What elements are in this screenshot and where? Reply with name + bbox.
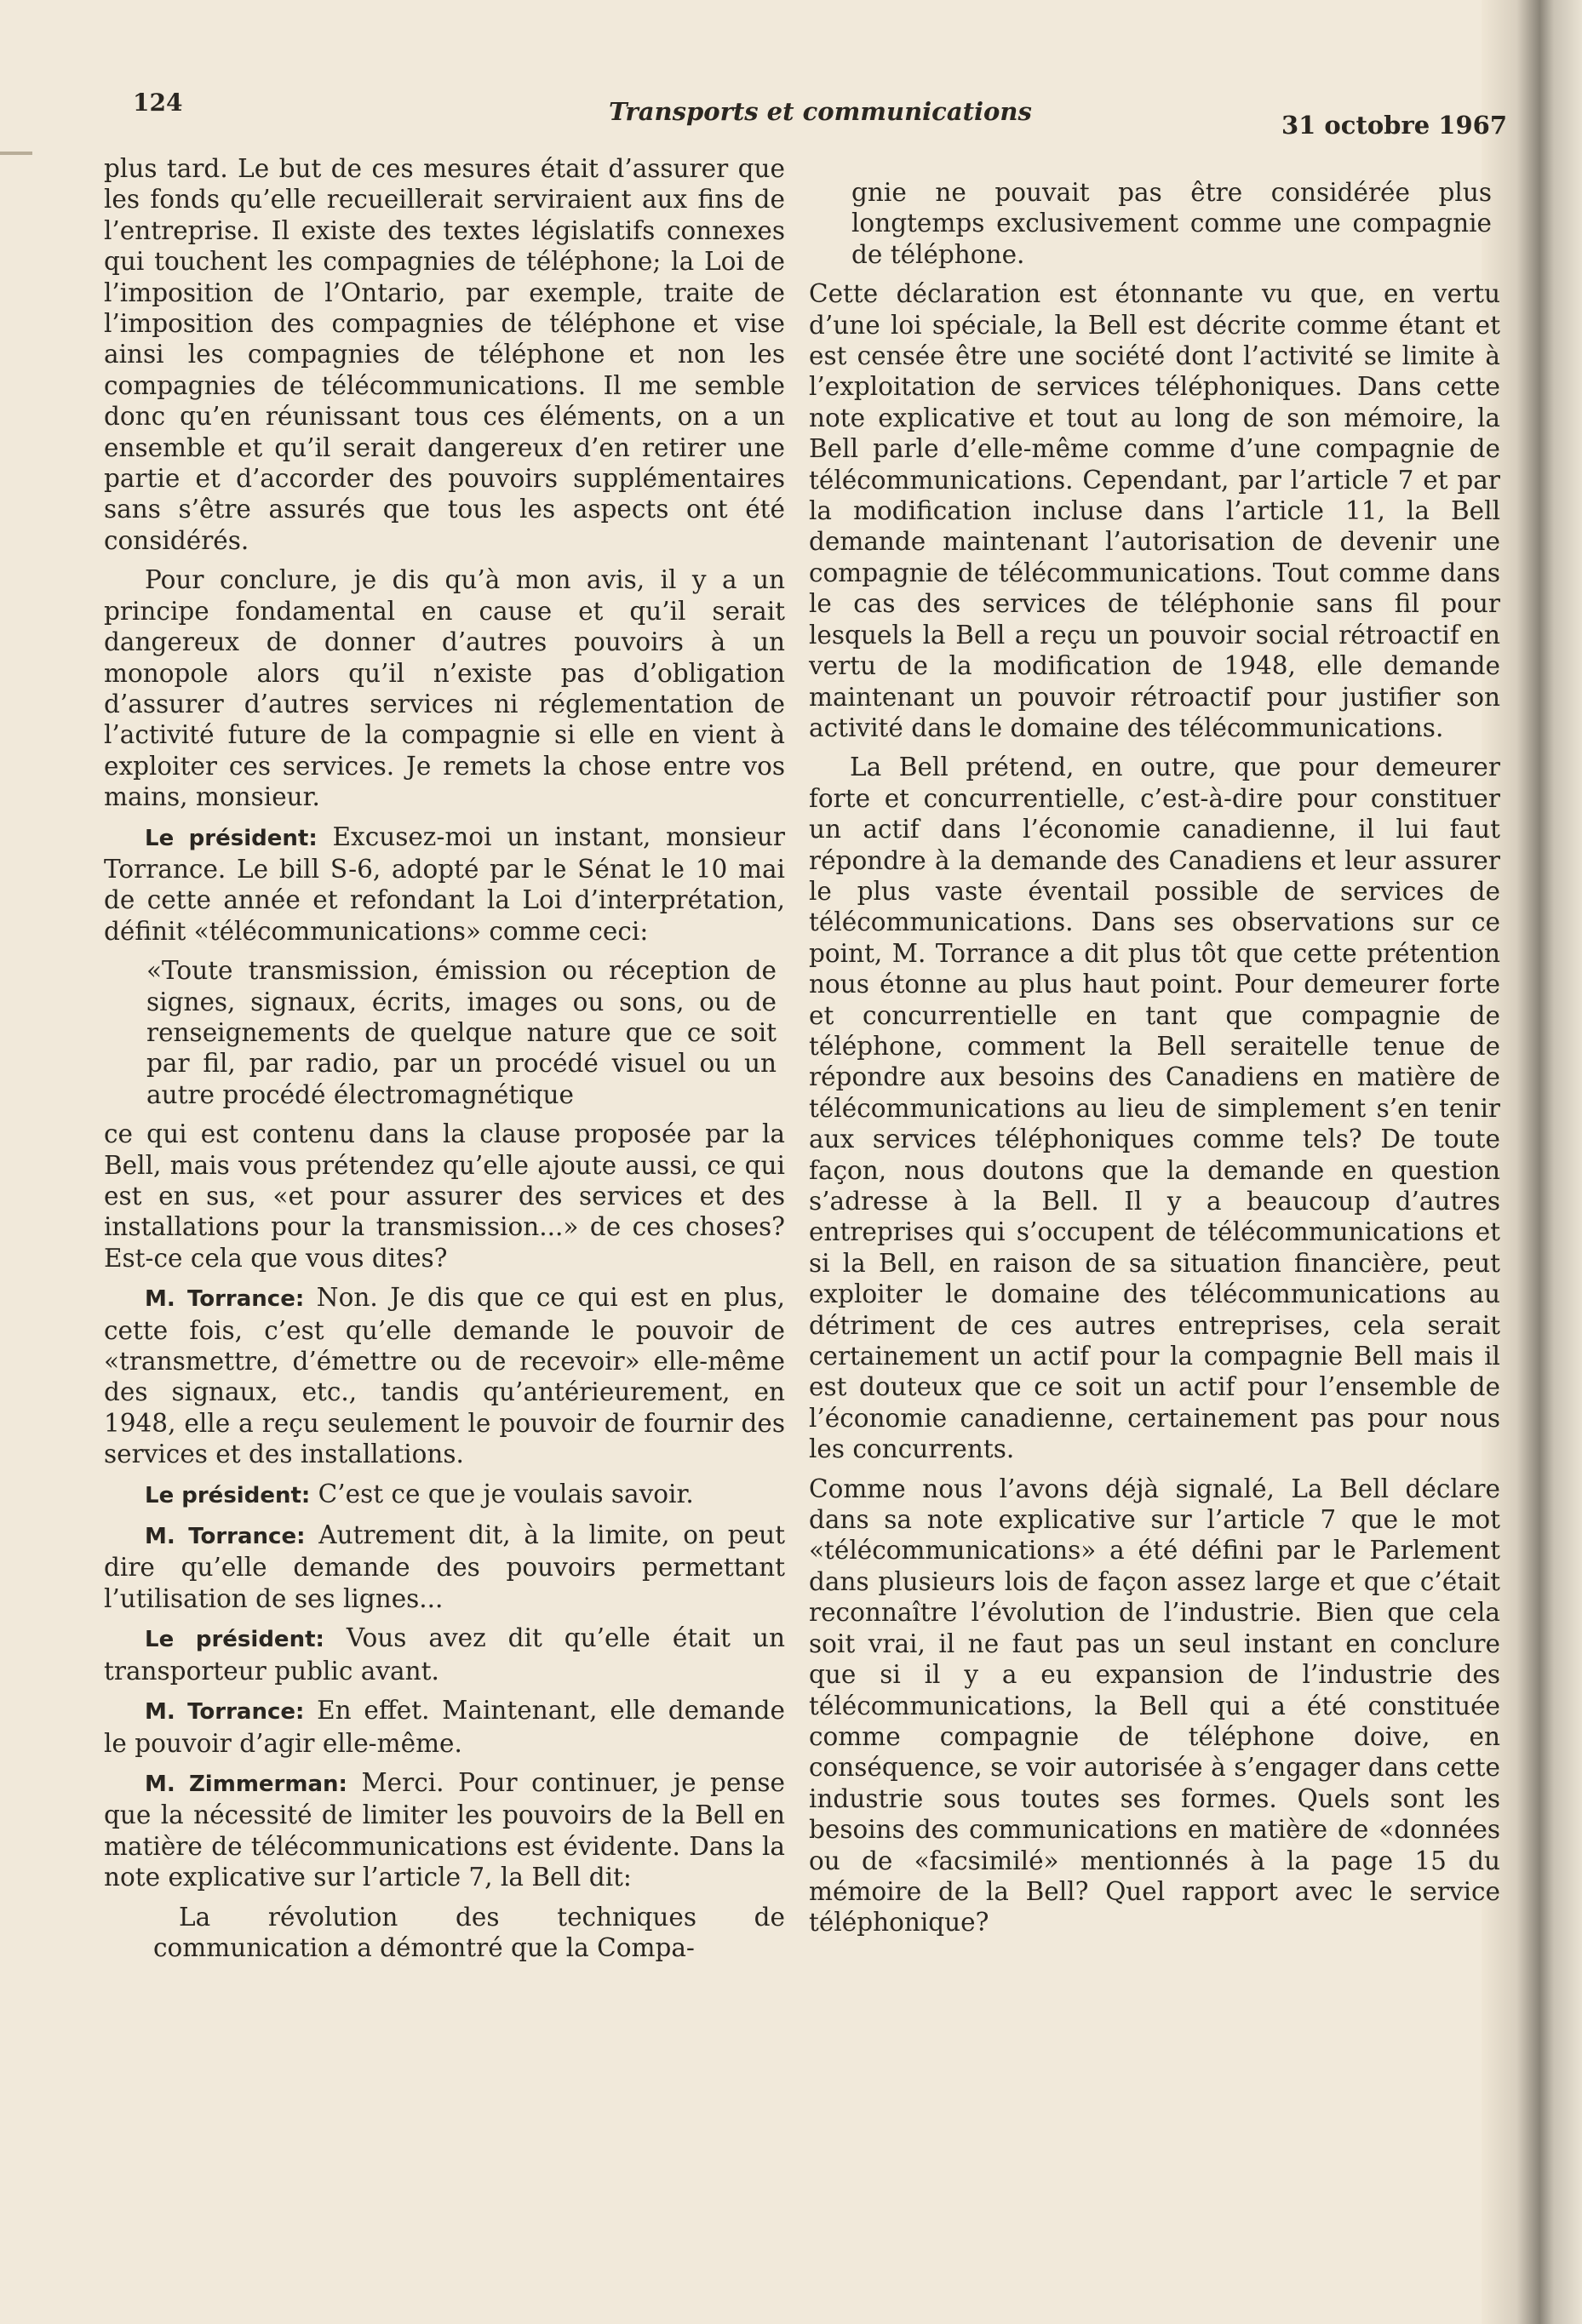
speaker-name: M. Torrance: (145, 1699, 305, 1726)
speaker-name: M. Zimmerman: (145, 1771, 347, 1797)
paragraph: La Bell prétend, en outre, que pour demeurer forte et concurrentielle, c’est-à-dire pour constituer un actif dans l’économie canadienne, il lui faut répondre à la demande des Canadiens et leur assurer le plus vaste éventail possible de services de télécommunications. Dans ses observations sur ce point, M. Torrance a dit plus tôt que cette prétention nous étonne au plus haut point. Pour demeurer forte et concurrentielle en tant que compagnie de téléphone, comment la Bell seraitelle tenue de répondre aux besoins des Canadiens en matière de télécommunications au lieu de simplement s’en tenir aux services téléphoniques comme tels? De toute façon, nous doutons que la demande en question s’adresse à la Bell. Il y a beaucoup d’autres entreprises qui s’occupent de télécommunications et si la Bell, en raison de sa situation financière, peut exploiter le domaine des télécommunications au détriment de ces autres entreprises, cela serait certainement un actif pour la compagnie Bell mais il est douteux que ce soit un actif pour l’ensemble de l’économie canadienne, certainement pas pour nous les concurrents. (809, 753, 1500, 1464)
speaker-name: Le président: (145, 825, 318, 851)
block-quote: La révolution des techniques de communication a démontré que la Compa- (153, 1902, 785, 1962)
speaker-paragraph (104, 1767, 785, 1893)
speaker-paragraph (104, 1520, 785, 1614)
speaker-text: Vous avez dit qu’elle était un transporteur public avant. (104, 1623, 785, 1686)
speaker-name: M. Torrance: (145, 1286, 305, 1313)
speaker-text: En effet. Maintenant, elle demande le pouvoir d’agir elle-même. (104, 1696, 785, 1758)
speaker-name: Le président: (145, 1482, 311, 1508)
page-number: 124 (133, 89, 183, 117)
speaker-text: Excusez-moi un instant, monsieur Torrance. Le bill S-6, adopté par le Sénat le 10 mai de cette année et refondant la Loi d’interprétation, définit «télécommunications» comme ceci: (104, 821, 785, 946)
paragraph: ce qui est contenu dans la clause proposée par la Bell, mais vous prétendez qu’elle ajoute aussi, ce qui est en sus, «et pour assurer des services et des installations pour la transmission...» de ces choses? Est-ce cela que vous dites? (104, 1119, 785, 1273)
speaker-text: C’est ce que je voulais savoir. (310, 1479, 694, 1508)
running-title: Transports et communications (609, 97, 1032, 126)
speaker-name: Le président: (145, 1627, 324, 1653)
paragraph: Comme nous l’avons déjà signalé, La Bell déclare dans sa note explicative sur l’article 7 que le mot «télécommunications» a été défini par le Parlement dans plusieurs lois de façon assez large et que c’était reconnaître l’évolution de l’industrie. Bien que cela soit vrai, il ne faut pas un seul instant en conclure que si il y a eu expansion de l’industrie des télécommunications, la Bell qui a été constituée comme compagnie de téléphone doive, en conséquence, se voir autorisée à s’engager dans cette industrie sous toutes ses formes. Quels sont les besoins des communications en matière de «données ou de «facsimilé» mentionnés à la page 15 du mémoire de la Bell? Quel rapport avec le service téléphonique? (809, 1474, 1500, 1938)
speaker-name: M. Torrance: (145, 1524, 306, 1550)
block-quote: «Toute transmission, émission ou réception de signes, signaux, écrits, images ou sons, ou de renseignements de quelque nature que ce soit par fil, par radio, par un procédé visuel ou un autre procédé électromagnétique (146, 956, 777, 1109)
speaker-paragraph (104, 821, 785, 947)
paragraph: Pour conclure, je dis qu’à mon avis, il y a un principe fondamental en cause et qu’il serait dangereux de donner d’autres pouvoirs à un monopole alors qu’il n’existe pas d’obligation d’assurer d’autres services ni réglementation de l’activité future de la compagnie si elle en vient à exploiter ces services. Je remets la chose entre vos mains, monsieur. (104, 565, 785, 812)
speaker-paragraph (104, 1282, 785, 1469)
page-edge-mark (0, 152, 32, 155)
paragraph: plus tard. Le but de ces mesures était d’assurer que les fonds qu’elle recueillerait serviraient aux fins de l’entreprise. Il existe des textes législatifs connexes qui touchent les compagnies de téléphone; la Loi de l’imposition de l’Ontario, par exemple, traite de l’imposition des compagnies de téléphone et vise ainsi les compagnies de téléphone et non les compagnies de télécommunications. Il me semble donc qu’en réunissant tous ces éléments, on a un ensemble et qu’il serait dangereux d’en retirer une partie et d’accorder des pouvoirs supplémentaires sans s’être assurés que tous les aspects ont été considérés. (104, 154, 785, 555)
speaker-text: Merci. Pour continuer, je pense que la nécessité de limiter les pouvoirs de la Bell en matière de télécommunications est évidente. Dans la note explicative sur l’article 7, la Bell dit: (104, 1767, 785, 1892)
right-column (809, 177, 1500, 1947)
paragraph: Cette déclaration est étonnante vu que, en vertu d’une loi spéciale, la Bell est décrite comme étant et est censée être une société dont l’activité se limite à l’exploitation de services téléphoniques. Dans cette note explicative et tout au long de son mémoire, la Bell parle d’elle-même comme d’une compagnie de télécommunications. Cependant, par l’article 7 et par la modification incluse dans l’article 11, la Bell demande maintenant l’autorisation de devenir une compagnie de télécommunications. Tout comme dans le cas des services de téléphonie sans fil pour lesquels la Bell a reçu un pouvoir social rétroactif en vertu de la modification de 1948, elle demande maintenant un pouvoir rétroactif pour justifier son activité dans le domaine des télécommunications. (809, 279, 1500, 742)
speaker-text: Autrement dit, à la limite, on peut dire qu’elle demande des pouvoirs permettant l’utilisation de ses lignes... (104, 1520, 786, 1613)
speaker-paragraph (104, 1623, 785, 1686)
speaker-paragraph (104, 1479, 785, 1511)
running-date: 31 octobre 1967 (1281, 111, 1507, 140)
speaker-paragraph (104, 1695, 785, 1759)
block-quote-continued: gnie ne pouvait pas être considérée plus longtemps exclusivement comme une compagnie de téléphone. (851, 178, 1492, 269)
left-column (104, 153, 785, 1972)
running-header (128, 85, 1507, 140)
speaker-text: Non. Je dis que ce qui est en plus, cette fois, c’est qu’elle demande le pouvoir de «transmettre, d’émettre ou de recevoir» elle-même des signaux, etc., tandis qu’antérieurement, en 1948, elle a reçu seulement le pouvoir de fournir des services et des installations. (104, 1283, 785, 1469)
